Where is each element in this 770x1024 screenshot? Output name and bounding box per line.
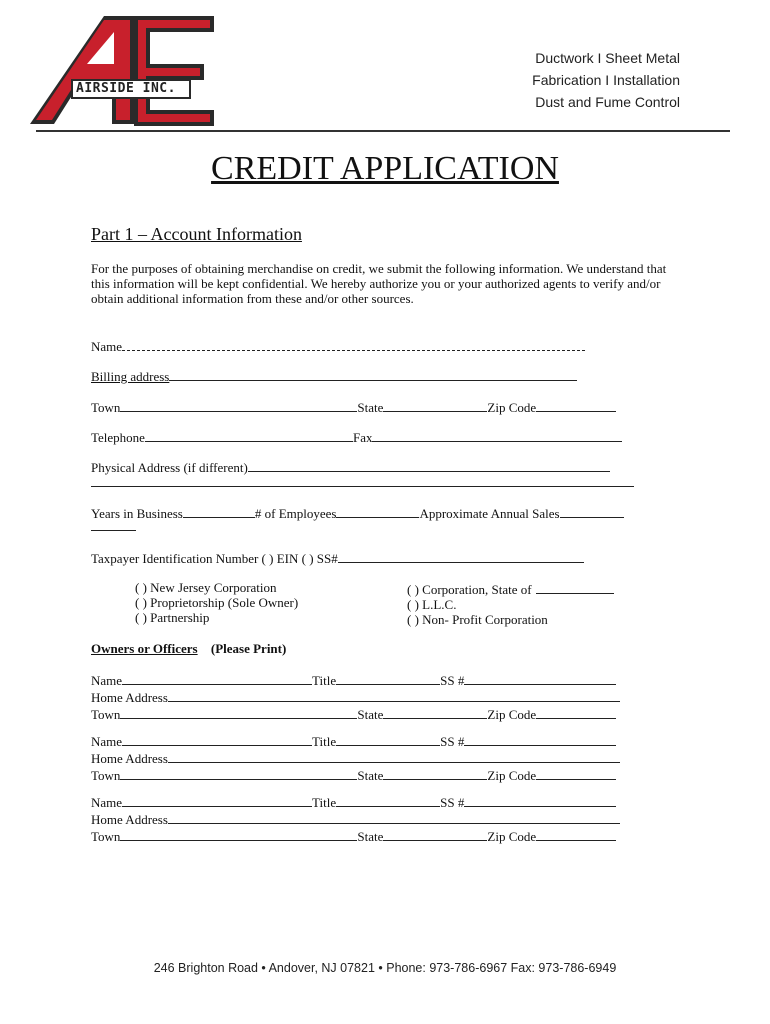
- tagline-line-1: Ductwork I Sheet Metal: [535, 50, 680, 66]
- fax-input-line[interactable]: [372, 428, 622, 442]
- owner-ss-label: SS #: [440, 673, 465, 688]
- physical-field-row: [91, 458, 610, 476]
- owner-title-input-line[interactable]: [336, 793, 440, 807]
- physical-input-line[interactable]: [248, 458, 610, 472]
- owner-ss-input-line[interactable]: [464, 793, 616, 807]
- corp-state-input-line[interactable]: [536, 580, 614, 594]
- tagline-line-2: Fabrication I Installation: [532, 72, 680, 88]
- owner-name-input-line[interactable]: [122, 793, 312, 807]
- phone-field-row: [91, 428, 622, 446]
- owner-name-input-line[interactable]: [122, 671, 312, 685]
- entity-option-nj-corp[interactable]: ( ) New Jersey Corporation: [135, 580, 277, 595]
- entity-option-corp-state[interactable]: ( ) Corporation, State of: [407, 582, 532, 597]
- name-label: Name: [91, 339, 123, 354]
- owner-zip-input-line[interactable]: [536, 766, 616, 780]
- physical-input-line-2[interactable]: [91, 486, 634, 487]
- owner-town-label: Town: [91, 768, 121, 783]
- years-input-line[interactable]: [183, 504, 255, 518]
- airside-logo: [30, 14, 215, 129]
- taxpayer-field-row: [91, 549, 584, 567]
- years-label: Years in Business: [91, 506, 183, 521]
- owner-home-input-line[interactable]: [168, 749, 620, 763]
- sales-input-line-2[interactable]: [91, 530, 136, 531]
- owner-town-label: Town: [91, 829, 121, 844]
- owner-block-2: [91, 732, 620, 783]
- owner-title-label: Title: [312, 734, 337, 749]
- owner-title-label: Title: [312, 795, 337, 810]
- employees-label: # of Employees: [254, 506, 337, 521]
- fax-label: Fax: [352, 430, 373, 445]
- state-label: State: [357, 400, 384, 415]
- billing-input-line[interactable]: [169, 367, 577, 381]
- owner-state-label: State: [357, 707, 384, 722]
- owner-town-input-line[interactable]: [120, 766, 357, 780]
- billing-field-row: [91, 367, 577, 385]
- zip-label: Zip Code: [487, 400, 537, 415]
- owner-ss-input-line[interactable]: [464, 732, 616, 746]
- sales-label: Approximate Annual Sales: [419, 506, 560, 521]
- owner-block-1: [91, 671, 620, 722]
- tagline: [532, 47, 680, 113]
- state-input-line[interactable]: [383, 398, 487, 412]
- owner-state-label: State: [357, 768, 384, 783]
- owners-heading-row: [91, 641, 286, 657]
- telephone-label: Telephone: [91, 430, 145, 445]
- logo-text: AIRSIDE INC.: [76, 81, 176, 96]
- owner-home-input-line[interactable]: [168, 688, 620, 702]
- owner-town-input-line[interactable]: [120, 705, 357, 719]
- billing-label: Billing address: [91, 369, 170, 384]
- entity-option-partnership[interactable]: ( ) Partnership: [135, 610, 210, 625]
- owner-title-label: Title: [312, 673, 337, 688]
- owner-zip-label: Zip Code: [487, 707, 537, 722]
- zip-input-line[interactable]: [536, 398, 616, 412]
- tagline-line-3: Dust and Fume Control: [535, 94, 680, 110]
- part1-heading: Part 1 – Account Information: [91, 224, 302, 244]
- owner-zip-label: Zip Code: [487, 768, 537, 783]
- footer-address: 246 Brighton Road • Andover, NJ 07821 • Phone: 973-786-6967 Fax: 973-786-6949: [153, 961, 617, 975]
- telephone-input-line[interactable]: [145, 428, 353, 442]
- owner-home-label: Home Address: [91, 690, 168, 705]
- header-rule: [36, 130, 730, 132]
- owner-name-label: Name: [91, 673, 123, 688]
- business-field-row: [91, 504, 624, 522]
- owner-block-3: [91, 793, 620, 844]
- sales-input-line[interactable]: [560, 504, 624, 518]
- entity-option-llc[interactable]: ( ) L.L.C.: [407, 597, 457, 612]
- owner-state-input-line[interactable]: [383, 705, 487, 719]
- owner-town-input-line[interactable]: [120, 827, 357, 841]
- part1-intro: For the purposes of obtaining merchandise on credit, we submit the following information. We understand that this information will be kept confidential. We hereby authorize you or your authorized agents to verify and/or obtain additional information from these and/or other sources.: [91, 261, 667, 306]
- owner-zip-label: Zip Code: [487, 829, 537, 844]
- town-label: Town: [91, 400, 121, 415]
- entity-types-left: [135, 580, 298, 625]
- owner-town-label: Town: [91, 707, 121, 722]
- page-title: CREDIT APPLICATION: [211, 150, 559, 187]
- owner-zip-input-line[interactable]: [536, 705, 616, 719]
- owner-ss-label: SS #: [440, 734, 465, 749]
- owner-state-label: State: [357, 829, 384, 844]
- owner-state-input-line[interactable]: [383, 827, 487, 841]
- taxpayer-label: Taxpayer Identification Number ( ) EIN ( ) SS#: [91, 551, 338, 566]
- owner-name-label: Name: [91, 734, 123, 749]
- town-field-row: [91, 398, 616, 416]
- town-input-line[interactable]: [120, 398, 357, 412]
- owner-name-input-line[interactable]: [122, 732, 312, 746]
- owners-heading: Owners or Officers: [91, 641, 198, 656]
- physical-label: Physical Address (if different): [91, 460, 248, 475]
- taxpayer-input-line[interactable]: [338, 549, 584, 563]
- employees-input-line[interactable]: [336, 504, 419, 518]
- owner-ss-label: SS #: [440, 795, 465, 810]
- owner-ss-input-line[interactable]: [464, 671, 616, 685]
- entity-types-right: [407, 580, 614, 627]
- owners-note: (Please Print): [210, 641, 287, 656]
- entity-option-nonprofit[interactable]: ( ) Non- Profit Corporation: [407, 612, 548, 627]
- entity-option-proprietorship[interactable]: ( ) Proprietorship (Sole Owner): [135, 595, 299, 610]
- owner-title-input-line[interactable]: [336, 671, 440, 685]
- owner-zip-input-line[interactable]: [536, 827, 616, 841]
- owner-home-label: Home Address: [91, 751, 168, 766]
- name-field-row: [91, 337, 585, 355]
- owner-title-input-line[interactable]: [336, 732, 440, 746]
- owner-state-input-line[interactable]: [383, 766, 487, 780]
- owner-home-input-line[interactable]: [168, 810, 620, 824]
- owner-home-label: Home Address: [91, 812, 168, 827]
- name-input-line[interactable]: [122, 337, 585, 351]
- owner-name-label: Name: [91, 795, 123, 810]
